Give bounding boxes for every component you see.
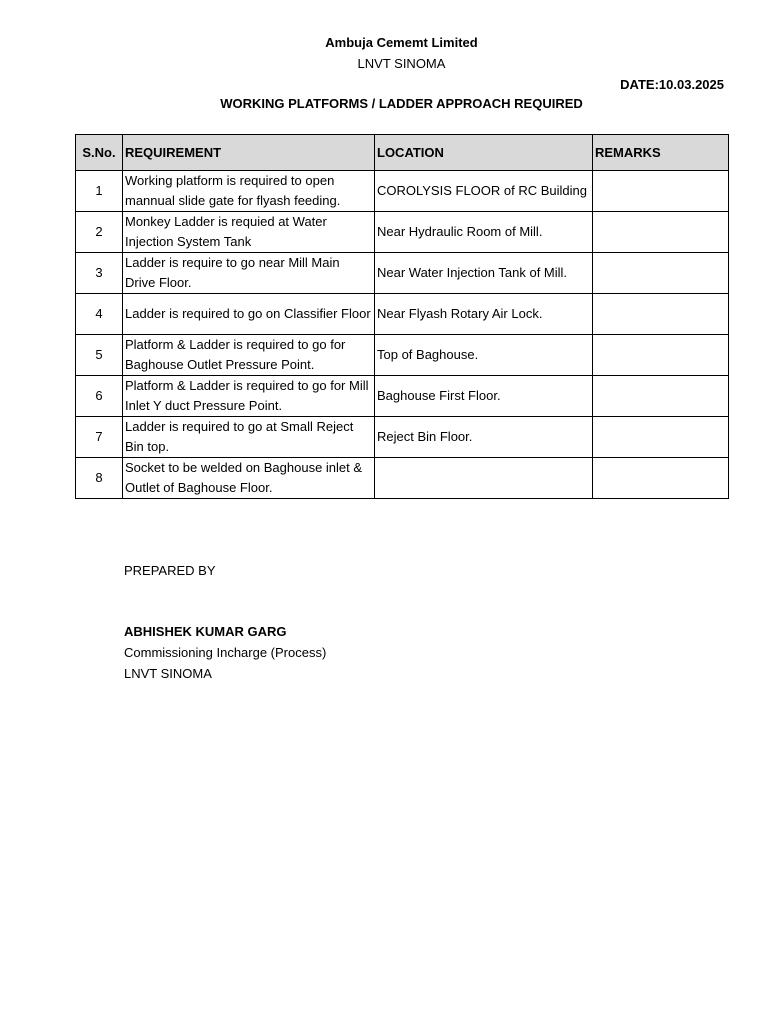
cell-location: Near Flyash Rotary Air Lock. <box>375 294 593 335</box>
site-name: LNVT SINOMA <box>357 56 446 71</box>
cell-remarks <box>593 417 729 458</box>
table-row <box>76 212 729 253</box>
prepared-by-label: PREPARED BY <box>124 563 216 578</box>
cell-location: Near Water Injection Tank of Mill. <box>375 253 593 294</box>
preparer-role: Commissioning Incharge (Process) <box>124 645 327 660</box>
preparer-name: ABHISHEK KUMAR GARG <box>124 624 287 639</box>
cell-location: Top of Baghouse. <box>375 335 593 376</box>
cell-requirement: Ladder is require to go near Mill Main Drive Floor. <box>123 253 375 294</box>
cell-sno: 6 <box>76 376 123 417</box>
column-header-sno: S.No. <box>76 135 123 171</box>
cell-requirement: Ladder is required to go at Small Reject Bin top. <box>123 417 375 458</box>
cell-remarks <box>593 294 729 335</box>
column-header-location: LOCATION <box>375 135 593 171</box>
cell-sno: 7 <box>76 417 123 458</box>
cell-requirement: Ladder is required to go on Classifier Floor <box>123 294 375 335</box>
cell-sno: 4 <box>76 294 123 335</box>
cell-remarks <box>593 458 729 499</box>
cell-sno: 8 <box>76 458 123 499</box>
cell-location: Baghouse First Floor. <box>375 376 593 417</box>
company-name: Ambuja Cememt Limited <box>325 35 478 50</box>
table-row <box>76 294 729 335</box>
cell-remarks <box>593 212 729 253</box>
cell-remarks <box>593 253 729 294</box>
cell-sno: 5 <box>76 335 123 376</box>
cell-requirement: Platform & Ladder is required to go for Baghouse Outlet Pressure Point. <box>123 335 375 376</box>
table-header-row <box>76 135 729 171</box>
table-row <box>76 417 729 458</box>
document-title: WORKING PLATFORMS / LADDER APPROACH REQUIRED <box>220 96 583 111</box>
table-row <box>76 335 729 376</box>
cell-remarks <box>593 335 729 376</box>
table-row <box>76 253 729 294</box>
cell-sno: 1 <box>76 171 123 212</box>
cell-sno: 3 <box>76 253 123 294</box>
cell-sno: 2 <box>76 212 123 253</box>
cell-requirement: Working platform is required to open mannual slide gate for flyash feeding. <box>123 171 375 212</box>
cell-location: Near Hydraulic Room of Mill. <box>375 212 593 253</box>
requirements-table <box>75 134 729 499</box>
cell-location: COROLYSIS FLOOR of RC Building <box>375 171 593 212</box>
cell-remarks <box>593 171 729 212</box>
cell-location <box>375 458 593 499</box>
cell-requirement: Socket to be welded on Baghouse inlet & Outlet of Baghouse Floor. <box>123 458 375 499</box>
cell-location: Reject Bin Floor. <box>375 417 593 458</box>
table-row <box>76 171 729 212</box>
cell-remarks <box>593 376 729 417</box>
table-row <box>76 376 729 417</box>
column-header-requirement: REQUIREMENT <box>123 135 375 171</box>
column-header-remarks: REMARKS <box>593 135 729 171</box>
cell-requirement: Platform & Ladder is required to go for Mill Inlet Y duct Pressure Point. <box>123 376 375 417</box>
document-date: DATE:10.03.2025 <box>620 77 724 92</box>
table-row <box>76 458 729 499</box>
cell-requirement: Monkey Ladder is requied at Water Injection System Tank <box>123 212 375 253</box>
preparer-organization: LNVT SINOMA <box>124 666 212 681</box>
